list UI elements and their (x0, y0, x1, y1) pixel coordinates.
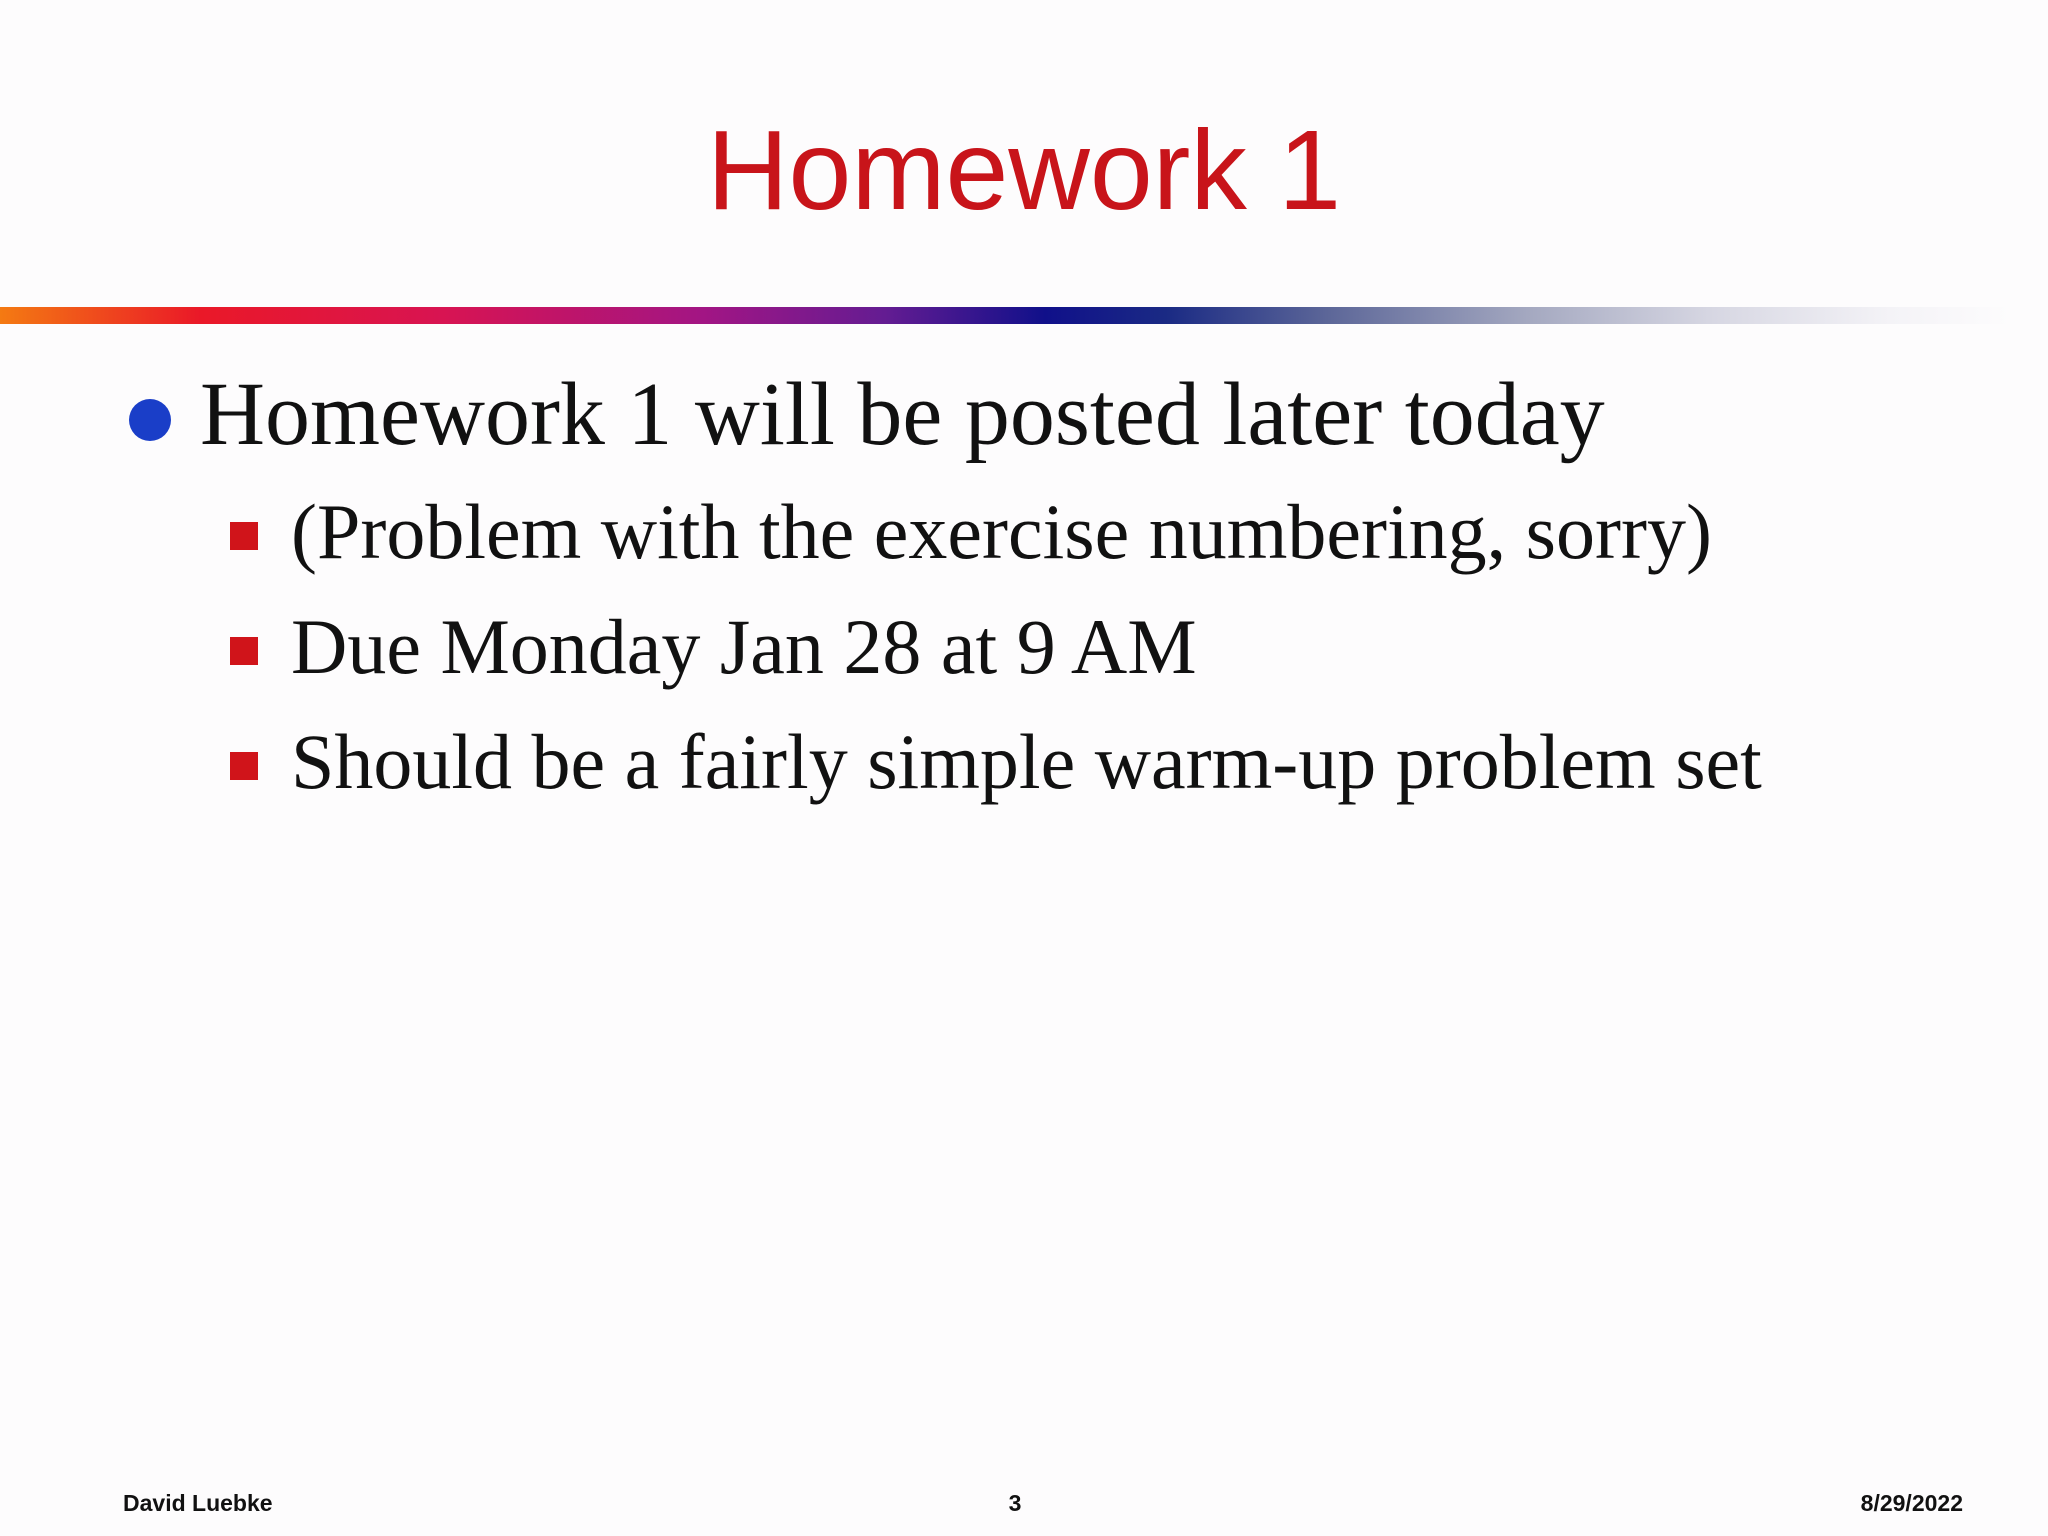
square-bullet-icon (230, 522, 258, 550)
square-bullet-icon (230, 637, 258, 665)
sub-bullet-text: (Problem with the exercise numbering, sorry) (291, 488, 1712, 575)
footer-date: 8/29/2022 (1860, 1490, 1963, 1516)
sub-bullet-text: Due Monday Jan 28 at 9 AM (291, 603, 1197, 690)
circle-bullet-icon (129, 399, 171, 441)
square-bullet-icon (230, 752, 258, 780)
slide-title: Homework 1 (706, 107, 1342, 233)
sub-bullet-text: Should be a fairly simple warm-up problem set (291, 718, 1762, 805)
footer-page-number: 3 (1008, 1490, 1022, 1516)
bullet-text: Homework 1 will be posted later today (200, 365, 1605, 464)
footer-author: David Luebke (123, 1490, 273, 1516)
